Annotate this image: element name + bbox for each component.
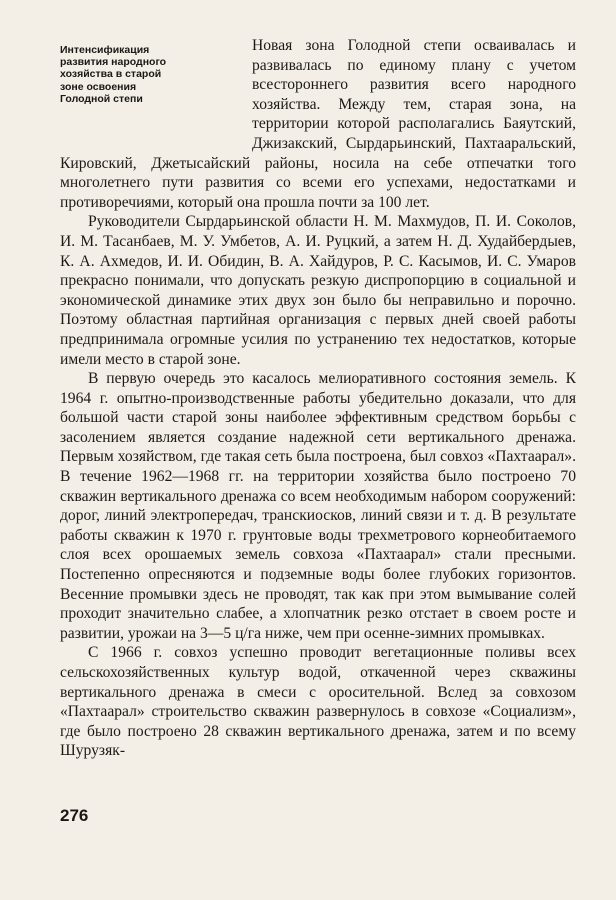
margin-heading-line: хозяйства в старой <box>60 68 162 81</box>
margin-heading-line: Голодной степи <box>60 92 143 105</box>
paragraph: Руководители Сырдарьинской области Н. М. Махмудов, П. И. Соколов, И. М. Тасанбаев, М. У. Умбетов, А. И. Руцкий, а затем Н. Д. Худайбердыев, К. А. Ахмедов, И. И. Обидин, В. А. Хайдуров, Р. С. Касымов, И. С. Умаров прекрасно понимали, что допускать резкую диспропорцию в социальной и экономической динамике этих двух зон было бы неправильно и порочно. Поэтому областная партийная организация с первых дней своей работы предпринимала огромные усилия по устранению тех недостатков, которые имели место в старой зоне. <box>60 213 576 368</box>
body-text <box>60 36 576 761</box>
page-number: 276 <box>60 806 89 825</box>
margin-heading-line: развития народного <box>60 56 167 69</box>
paragraph: С 1966 г. совхоз успешно проводит вегетационные поливы всех сельскохозяйственных культур водой, откаченной через скважины вертикального дренажа в смеси с оросительной. Вслед за совхозом «Пахтаарал» строительство скважин развернулось в совхозе «Социализм», где было построено 28 скважин вертикального дренажа, затем и по всему Шурузяк- <box>60 644 576 760</box>
paragraph: В первую очередь это касалось мелиоративного состояния земель. К 1964 г. опытно-производственные работы убедительно доказали, что для большой части старой зоны наиболее эффективным средством борьбы с засолением является создание надежной сети вертикального дренажа. Первым хозяйством, где такая сеть была построена, был совхоз «Пахтаарал». В течение 1962—1968 гг. на территории хозяйства было построено 70 скважин вертикального дренажа со всем необходимым набором сооружений: дорог, линий электропередач, транскиосков, линий связи и т. д. В результате работы скважин к 1970 г. грунтовые воды трехметрового корнеобитаемого слоя всех орошаемых земель совхоза «Пахтаарал» стали пресными. Постепенно опресняются и подземные воды более глубоких горизонтов. Весенние промывки здесь не проводят, так как при этом вымывание солей проходит значительно слабее, а хлопчатник резко отстает в своем росте и развитии, урожаи на 3—5 ц/га ниже, чем при осенне-зимних промывках. <box>60 370 576 642</box>
paragraph: Новая зона Голодной степи осваивалась и развивалась по единому плану с учетом всестороннего развития всего народного хозяйства. Между тем, старая зона, на территории которой располагались Баяутский, Джизакский, Сырдарьинский, Пахтааральский, Кировский, Джетысайский районы, носила на себе отпечатки того многолетнего пути развития со всеми его успехами, недостатками и противоречиями, который она прошла почти за 100 лет. <box>60 37 576 211</box>
margin-heading-line: зоне освоения <box>60 80 137 93</box>
heading-space <box>60 36 252 134</box>
margin-heading-line: Интенсификация <box>60 44 150 56</box>
